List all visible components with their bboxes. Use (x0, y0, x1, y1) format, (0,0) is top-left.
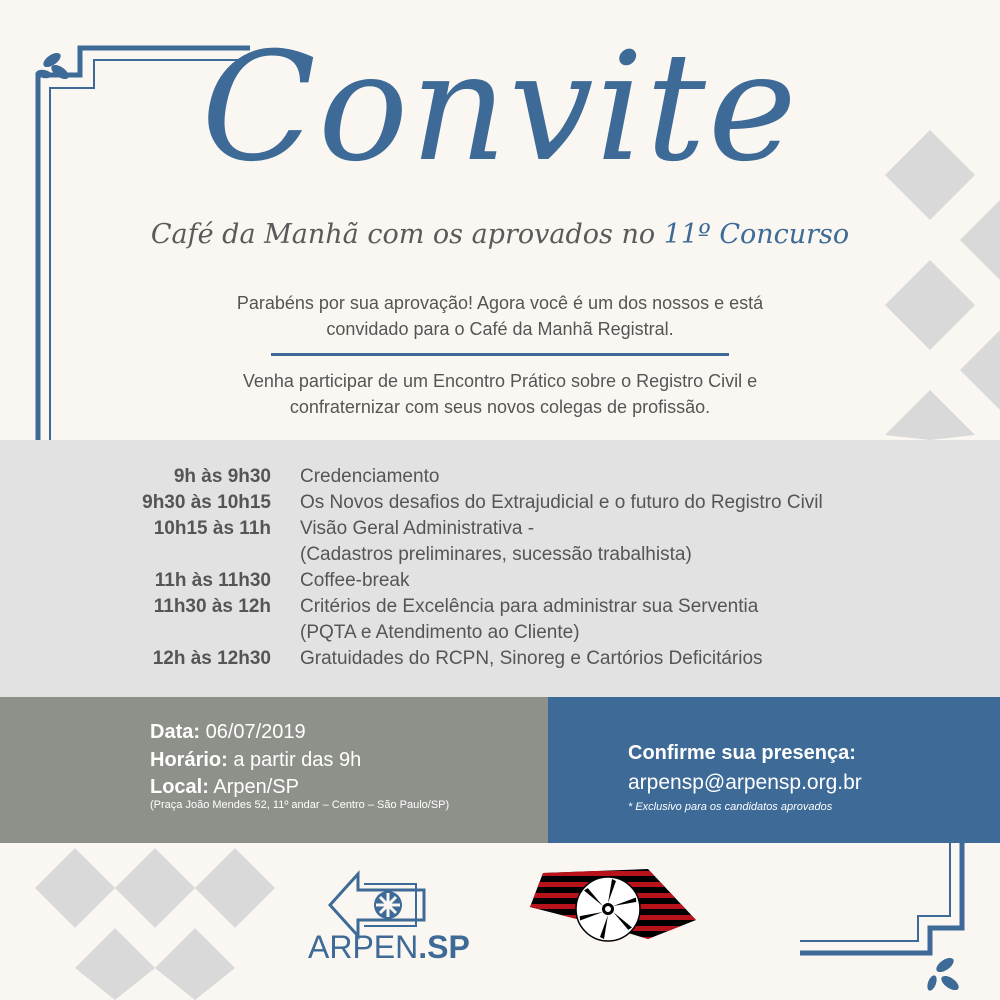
sp-state-logo-icon (528, 865, 698, 945)
agenda-section (0, 440, 1000, 697)
intro-line-3: Venha participar de um Encontro Prático sobre o Registro Civil e (242, 371, 758, 391)
agenda-time: 11h30 às 12h (153, 596, 271, 617)
intro-line-4: confraternizar com seus novos colegas de profissão. (289, 397, 711, 417)
page-subtitle (0, 219, 1000, 250)
divider (271, 353, 729, 356)
agenda-desc-2: (Cadastros preliminares, sucessão trabalhista) (300, 544, 692, 565)
page-title: Convite (201, 21, 799, 195)
agenda-desc: Gratuidades do RCPN, Sinoreg e Cartórios Deficitários (300, 648, 763, 669)
agenda-time: 9h30 às 10h15 (142, 492, 271, 513)
time-label: Horário: (150, 749, 228, 771)
date-label: Data: (150, 721, 201, 743)
intro-line-2: convidado para o Café da Manhã Registral. (326, 319, 674, 339)
agenda-desc: Os Novos desafios do Extrajudicial e o futuro do Registro Civil (300, 492, 823, 513)
intro-line-1: Parabéns por sua aprovação! Agora você é um dos nossos e está (236, 293, 764, 313)
arpen-logo-suffix: .SP (418, 929, 470, 965)
agenda-desc: Critérios de Excelência para administrar sua Serventia (300, 596, 759, 617)
place-line (150, 776, 299, 799)
date-line (150, 721, 306, 744)
time-line (150, 749, 361, 772)
place-label: Local: (150, 776, 209, 798)
address: (Praça João Mendes 52, 11º andar – Centro – São Paulo/SP) (150, 799, 450, 811)
agenda-desc: Coffee-break (300, 570, 410, 591)
time-value: a partir das 9h (233, 749, 362, 771)
date-value: 06/07/2019 (205, 721, 306, 743)
arpen-logo-text (308, 929, 470, 966)
agenda-desc: Credenciamento (300, 466, 440, 487)
agenda-time: 10h15 às 11h (153, 518, 271, 539)
rsvp-section (548, 697, 1000, 843)
rsvp-heading: Confirme sua presença: (628, 742, 856, 764)
corner-frame-bottom-right (800, 843, 1000, 1000)
place-value: Arpen/SP (213, 776, 299, 798)
subtitle-highlight: 11º Concurso (663, 219, 850, 250)
agenda-time: 12h às 12h30 (152, 648, 271, 669)
agenda-time: 11h às 11h30 (154, 570, 271, 591)
agenda-time: 9h às 9h30 (173, 466, 271, 487)
diamond-pattern-bottom-left (25, 843, 275, 1000)
agenda-desc: Visão Geral Administrativa - (300, 518, 535, 539)
arpen-logo-main: ARPEN (308, 929, 419, 965)
rsvp-note: * Exclusivo para os candidatos aprovados (628, 801, 833, 813)
leaf-ornament-icon (926, 955, 962, 993)
agenda-desc-2: (PQTA e Atendimento ao Cliente) (300, 622, 580, 643)
rsvp-email[interactable]: arpensp@arpensp.org.br (628, 771, 862, 794)
event-details (0, 697, 548, 843)
subtitle-text: Café da Manhã com os aprovados no (150, 219, 664, 250)
